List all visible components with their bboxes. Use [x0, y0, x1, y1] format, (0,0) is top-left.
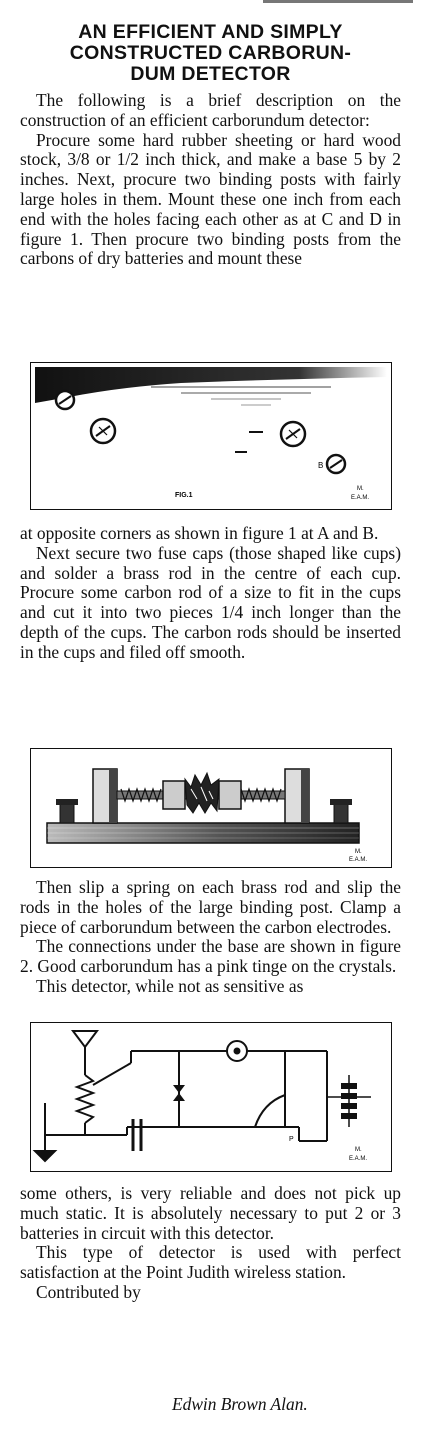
carbon-cups-and-carborundum: [163, 773, 241, 813]
construction-paragraph: Procure some hard rubber sheeting or hard wood stock, 3/8 or 1/2 inch thick, and make a base 5 by 2 inches. Next, procure two binding posts with fairly large holes in them. Mount these one inch from each end with the holes facing each other as at C and D in figure 1. Then procure two binding posts from the carbons of dry batteries and mount these: [20, 129, 401, 269]
binding-post-d: [281, 422, 305, 446]
title-line-2: CONSTRUCTED CARBORUN-: [69, 42, 352, 64]
paragraph-block-2: [20, 524, 401, 663]
monogram-line-1: M.: [355, 1147, 362, 1153]
label-p: P: [289, 1136, 294, 1143]
fuse-cap-paragraph: Next secure two fuse caps (those shaped like cups) and solder a brass rod in the centre of each cup. Procure some carbon rod of a size to fit in the cups and cut it into two pieces 1/4 inch longer than the depth of the cups. The carbon rods should be inserted in the cups and filed off smooth.: [20, 542, 401, 662]
right-binding-post: [285, 769, 309, 823]
figure-1: [30, 362, 392, 510]
variable-capacitor: [133, 1119, 141, 1151]
right-terminal: [330, 799, 352, 823]
label-b: B: [318, 461, 324, 470]
base-block: [47, 823, 359, 843]
paragraph-block-4: [20, 1184, 401, 1303]
connections-paragraph: The connections under the base are shown in figure 2. Good carborundum has a pink tinge on the crystals.: [20, 936, 401, 977]
contributed-by: Contributed by: [36, 1281, 141, 1302]
monogram-line-2: E.A.M.: [351, 495, 370, 501]
reliability-paragraph: some others, is very reliable and does not pick up much static. It is absolutely necessary to put 2 or 3 batteries in circuit with this detector.: [20, 1183, 401, 1243]
paragraph-block-3: [20, 878, 401, 997]
left-binding-post: [93, 769, 117, 823]
monogram-line-2: E.A.M.: [349, 857, 368, 863]
monogram-line-2: E.A.M.: [349, 1156, 368, 1162]
left-terminal: [56, 799, 78, 823]
binding-post-c: [91, 419, 115, 443]
figure-1-drawing: [31, 363, 390, 508]
author-signature: Edwin Brown Alan.: [172, 1394, 308, 1414]
continuation-paragraph: at opposite corners as shown in figure 1 at A and B.: [20, 523, 379, 543]
figure-1-caption: FIG.1: [175, 492, 193, 499]
point-judith-paragraph: This type of detector is used with perfect satisfaction at the Point Judith wireless station.: [20, 1242, 401, 1283]
title-line-1: AN EFFICIENT AND SIMPLY: [78, 21, 343, 43]
base-board-top-shading: [35, 367, 387, 405]
header-rule: [263, 0, 413, 3]
article-title: [20, 22, 401, 85]
spring-paragraph: Then slip a spring on each brass rod and slip the rods in the holes of the large binding post. Clamp a piece of carborundum between the carbon electrodes.: [20, 877, 401, 937]
figure-3: [30, 1022, 392, 1172]
figure-3-circuit-diagram: [31, 1023, 390, 1170]
paragraph-block-1: [20, 91, 401, 269]
figure-2: [30, 748, 392, 868]
monogram-line-1: M.: [357, 486, 364, 492]
intro-paragraph: The following is a brief description on the construction of an efficient carborundum detector:: [20, 90, 401, 130]
binding-post-b: [327, 455, 345, 473]
title-line-3: DUM DETECTOR: [130, 63, 291, 85]
crystal-detector-symbol: [173, 1085, 185, 1101]
figure-2-drawing: [31, 749, 390, 866]
monogram-line-1: M.: [355, 849, 362, 855]
battery-stack: [327, 1075, 371, 1127]
binding-post-a: [56, 391, 74, 409]
sensitivity-paragraph: This detector, while not as sensitive as: [36, 975, 304, 996]
